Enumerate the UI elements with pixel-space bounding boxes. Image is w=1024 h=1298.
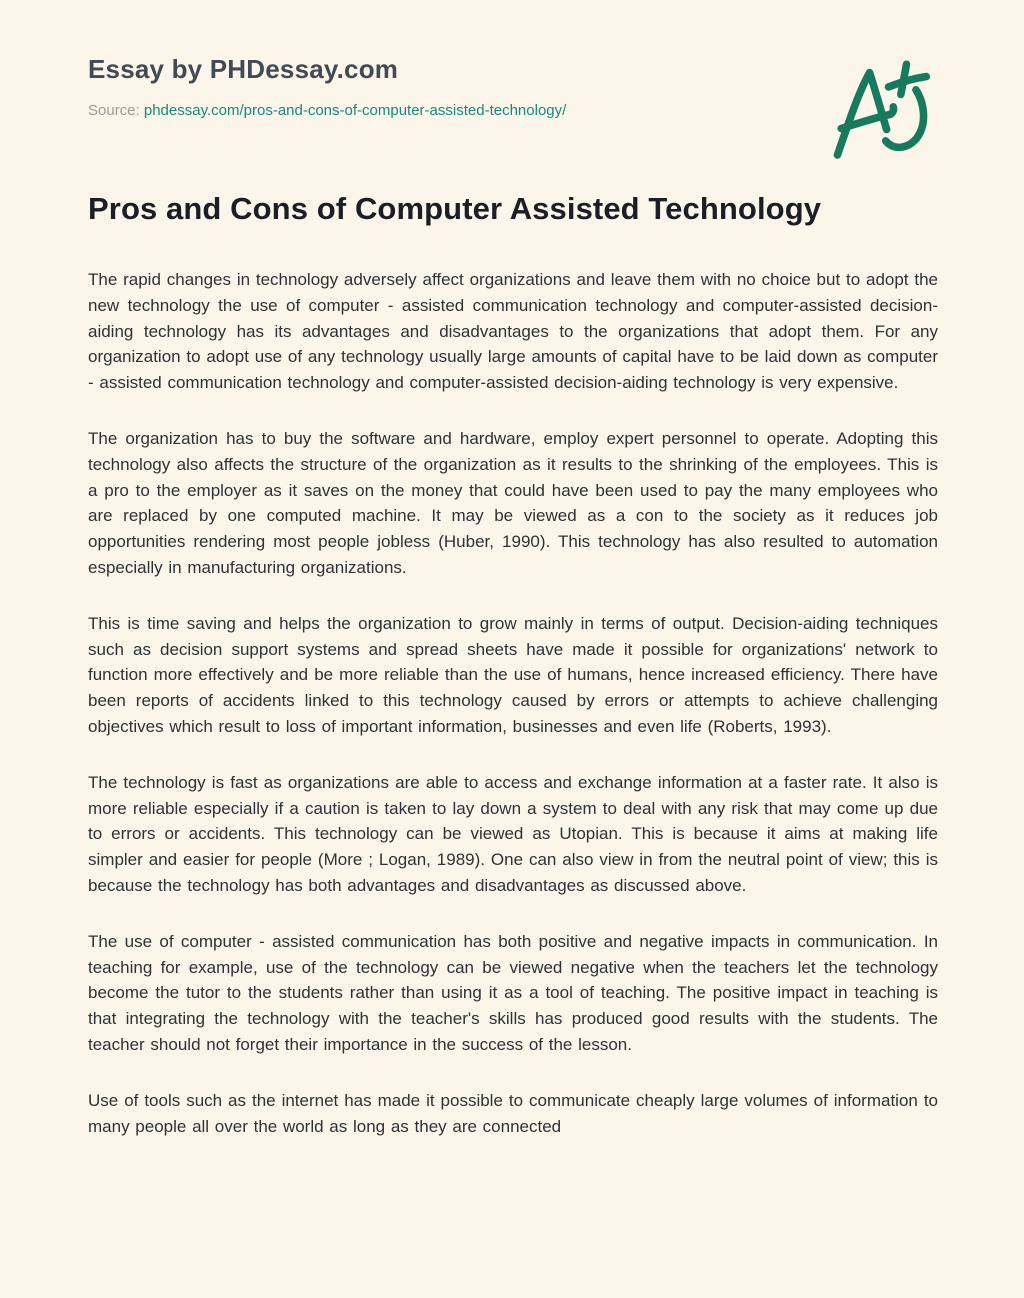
source-line bbox=[88, 102, 938, 119]
source-label: Source: bbox=[88, 102, 140, 119]
paragraph-6: Use of tools such as the internet has made it possible to communicate cheaply large volumes of information to many people all over the world as long as they are connected bbox=[88, 1090, 938, 1136]
paragraph-1: The rapid changes in technology adversely affect organizations and leave them with no choice but to adopt the new technology the use of computer - assisted communication technology and computer-assisted decision-aiding technology has its advantages and disadvantages to the organizations that adopt them. For any organization to adopt use of any technology usually large amounts of capital have to be laid down as computer - assisted communication technology and computer-assisted decision-aiding technology is very expensive. bbox=[88, 270, 938, 393]
paragraph-3: This is time saving and helps the organization to grow mainly in terms of output. Decision-aiding techniques such as decision support systems and spread sheets have made it possible for organizations' network to function more effectively and be more reliable than the use of humans, hence increased efficiency. There have been reports of accidents linked to this technology caused by errors or attempts to achieve challenging objectives which result to loss of important information, businesses and even life (Roberts, 1993). bbox=[88, 613, 938, 736]
article-body bbox=[88, 267, 938, 1139]
page-title: Essay by PHDessay.com bbox=[88, 54, 399, 84]
paragraph-5: The use of computer - assisted communication has both positive and negative impacts in communication. In teaching for example, use of the technology can be viewed negative when the teachers let the technology become the tutor to the students rather than using it as a tool of teaching. The positive impact in teaching is that integrating the technology with the teacher's skills has produced good results with the students. The teacher should not forget their importance in the success of the lesson. bbox=[88, 931, 938, 1054]
a-plus-logo-icon bbox=[828, 56, 932, 168]
article-title: Pros and Cons of Computer Assisted Technology bbox=[88, 191, 822, 226]
bottom-clip bbox=[0, 1260, 1024, 1298]
paragraph-4: The technology is fast as organizations are able to access and exchange information at a faster rate. It also is more reliable especially if a caution is taken to lay down a system to deal with any risk that may come up due to errors or accidents. This technology can be viewed as Utopian. This is because it aims at making life simpler and easier for people (More ; Logan, 1989). One can also view in from the neutral point of view; this is because the technology has both advantages and disadvantages as discussed above. bbox=[88, 772, 938, 895]
paragraph-2: The organization has to buy the software and hardware, employ expert personnel to operate. Adopting this technology also affects the structure of the organization as it results to the shrinking of the employees. This is a pro to the employer as it saves on the money that could have been used to pay the many employees who are replaced by one computed machine. It may be viewed as a con to the society as it reduces job opportunities rendering most people jobless (Huber, 1990). This technology has also resulted to automation especially in manufacturing organizations. bbox=[88, 428, 938, 577]
source-link[interactable]: phdessay.com/pros-and-cons-of-computer-assisted-technology/ bbox=[143, 102, 567, 119]
